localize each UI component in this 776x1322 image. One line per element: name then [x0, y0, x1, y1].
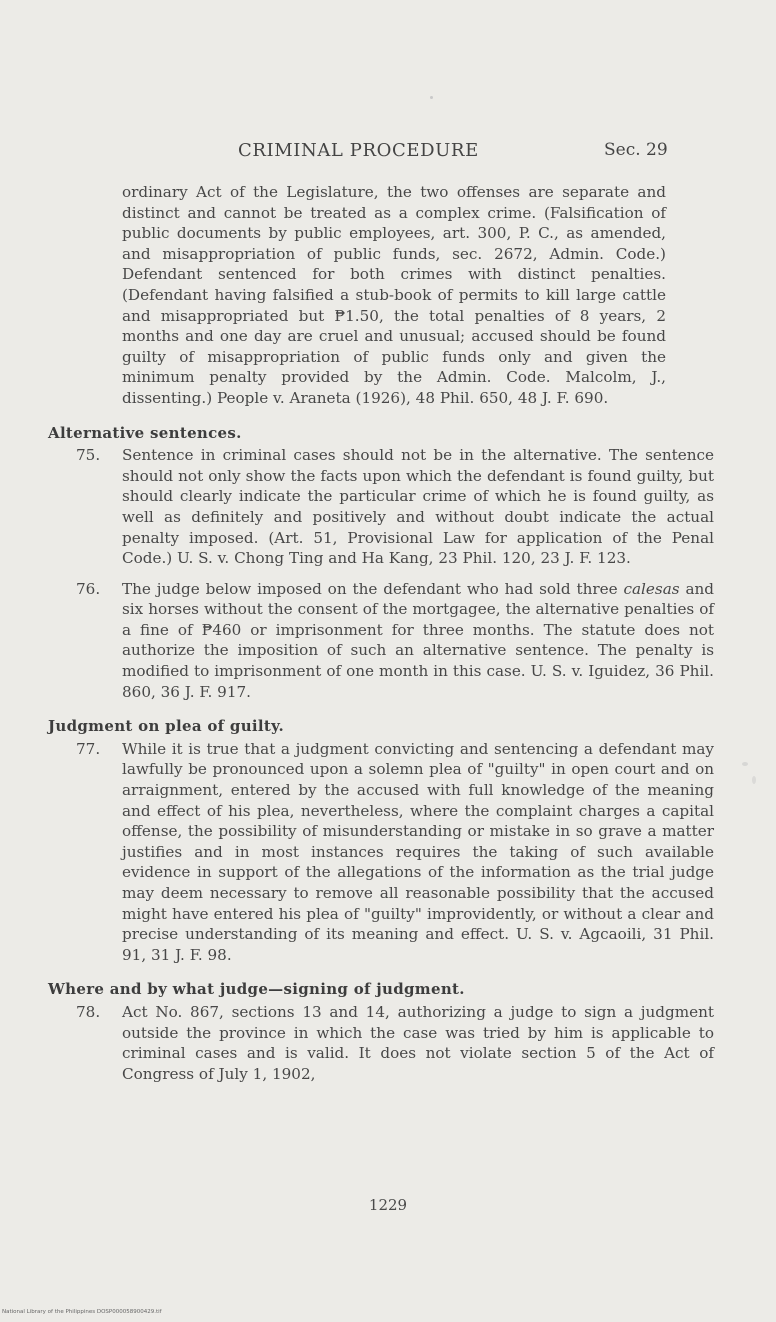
section-heading-alternative-sentences: Alternative sentences. — [48, 423, 242, 442]
item-78 — [76, 1002, 714, 1084]
item-number: 76. — [76, 579, 101, 598]
item-text: While it is true that a judgment convicting and sentencing a defendant may lawfully be pronounced upon a solemn plea of "guilty" in open court and on arraignment, entered by the accused with full knowledge of the meaning and effect of his plea, nevertheless, where the complaint charges a capital offense, the possibility of misunderstanding or mistake in so grave a matter justifies and in most instances requires the taking of such available evidence in support of the allegations of the information as the trial judge may deem necessary to remove all reasonable possibility that the accused might have entered his plea of "guilty" improvidently, or without a clear and precise understanding of its meaning and effect. U. S. v. Agcaoili, 31 Phil. 91, 31 J. F. 98. — [122, 739, 714, 964]
running-head — [0, 140, 776, 164]
scan-speck — [430, 96, 433, 99]
continuation-paragraph: ordinary Act of the Legislature, the two offenses are separate and distinct and cannot be treated as a complex crime. (Falsification of public documents by public employees, art. 300, P. C., as amended, and misappropriation of public funds, sec. 2672, Admin. Code.) Defendant sentenced for both crimes with distinct penalties. (Defendant having falsified a stub-book of permits to kill large cattle and misappropriated but ₱1.50, the total penalties of 8 years, 2 months and one day are cruel and unusual; accused should be found guilty of misappropriation of public funds only and given the minimum penalty provided by the Admin. Code. Malcolm, J., dissenting.) People v. Araneta (1926), 48 Phil. 650, 48 J. F. 690. — [122, 183, 666, 407]
item-number: 75. — [76, 446, 101, 465]
page-number: 1229 — [368, 1196, 408, 1214]
item-77 — [76, 739, 714, 966]
item-number: 78. — [76, 1002, 101, 1021]
item-text-before: The judge below imposed on the defendant who had sold three — [122, 579, 624, 598]
section-heading-judgment-on-plea: Judgment on plea of guilty. — [48, 717, 284, 736]
item-number: 77. — [76, 739, 101, 758]
running-head-title: CRIMINAL PROCEDURE — [238, 140, 479, 161]
footer-stamp: National Library of the Philippines DOSP000058900429.tif — [2, 1309, 162, 1315]
item-text: Act No. 867, sections 13 and 14, authorizing a judge to sign a judgment outside the province in which the case was tried by him is applicable to criminal cases and is valid. It does not violate section 5 of the Act of Congress of July 1, 1902, — [122, 1002, 714, 1083]
item-75 — [76, 445, 714, 569]
section-heading-where-and-by-what-judge: Where and by what judge—signing of judgment. — [48, 980, 465, 999]
item-text-after: and six horses without the consent of the mortgagee, the alternative penalties of a fine of ₱460 or imprisonment for three months. The statute does not authorize the imposition of such an alternative sentence. The penalty is modified to imprisonment of one month in this case. U. S. v. Iguidez, 36 Phil. 860, 36 J. F. 917. — [122, 579, 714, 701]
body-text — [0, 182, 776, 1094]
item-76 — [76, 579, 714, 703]
item-text: Sentence in criminal cases should not be in the alternative. The sentence should not only show the facts upon which the defendant is found guilty, but should clearly indicate the particular crime of which he is found guilty, as well as definitely and positively and without doubt indicate the actual penalty imposed. (Art. 51, Provisional Law for application of the Penal Code.) U. S. v. Chong Ting and Ha Kang, 23 Phil. 120, 23 J. F. 123. — [122, 446, 714, 568]
item-text-italic: calesas — [623, 579, 680, 598]
running-head-section: Sec. 29 — [604, 140, 668, 160]
